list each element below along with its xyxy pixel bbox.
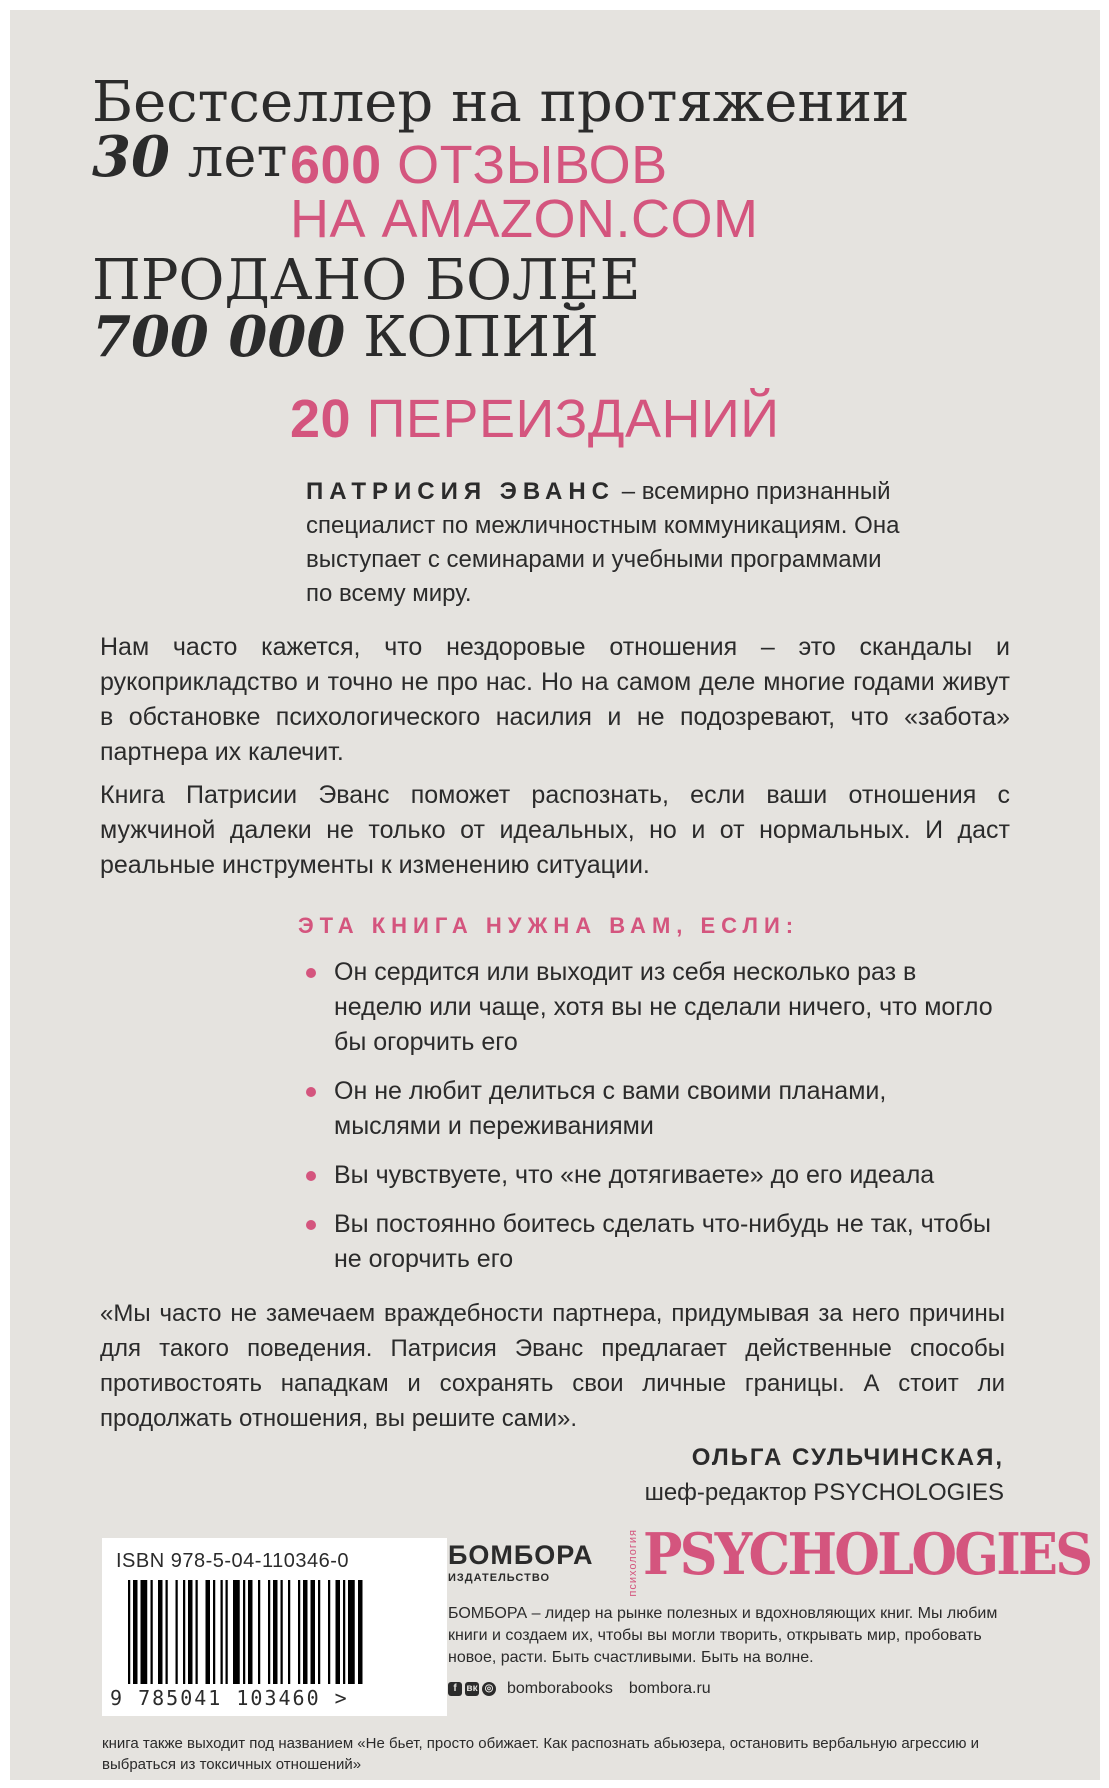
- author-bio-text: – всемирно признанный специалист по межличностным коммуникациям. Она выступает с семинарами и учебными программами по всему миру.: [306, 478, 900, 607]
- sold-line2: [92, 306, 599, 369]
- bullet-dot: [306, 1171, 316, 1181]
- bullet-dot: [306, 968, 316, 978]
- instagram-icon[interactable]: ◎: [482, 1682, 496, 1696]
- vk-icon[interactable]: вк: [466, 1683, 478, 1694]
- publisher-site-link[interactable]: bombora.ru: [628, 1680, 711, 1697]
- author-name: ПАТРИСИЯ ЭВАНС: [306, 478, 616, 505]
- bombora-logo-sub: ИЗДАТЕЛЬСТВО: [448, 1572, 551, 1584]
- list-item-text: Вы постоянно боитесь сделать что-нибудь не так, чтобы не огорчить его: [334, 1210, 991, 1273]
- checklist-title: ЭТА КНИГА НУЖНА ВАМ, ЕСЛИ:: [298, 913, 800, 938]
- list-item-text: Он не любит делиться с вами своими планами, мыслями и переживаниями: [334, 1077, 887, 1140]
- bullet-dot: [306, 1087, 316, 1097]
- list-item: [298, 1074, 998, 1144]
- psychologies-logo-text: PSYCHOLOGIES: [643, 1521, 1091, 1588]
- bestseller-word: лет: [187, 125, 288, 190]
- publisher-about: БОМБОРА – лидер на рынке полезных и вдохновляющих книг. Мы любим книги и создаем их, чтобы вы могли творить, открывать мир, пробовать новое, расти. Быть счастливыми. Быть на волне.: [448, 1605, 998, 1666]
- reviews-number: 600: [290, 135, 382, 195]
- list-item-text: Вы чувствуете, что «не дотягиваете» до его идеала: [334, 1161, 935, 1189]
- bombora-logo-name: БОМБОРА: [448, 1540, 594, 1570]
- barcode-digits: 9 785041 103460 >: [110, 1686, 349, 1710]
- barcode-bars: [128, 1580, 428, 1684]
- bullet-dot: [306, 1220, 316, 1230]
- sold-word: КОПИЙ: [363, 305, 599, 370]
- reviews-word: ОТЗЫВОВ: [397, 135, 668, 195]
- list-item: [298, 1158, 998, 1193]
- social-handle[interactable]: bomborabooks: [507, 1680, 613, 1697]
- psychologies-logo-vertical: психология: [627, 1529, 639, 1597]
- bestseller-line2: [92, 126, 287, 189]
- bestseller-number: 30: [92, 124, 170, 190]
- author-bio: [306, 475, 906, 611]
- list-item-text: Он сердится или выходит из себя несколько раз в неделю или чаще, хотя вы не сделали ничего, что могло бы огорчить его: [334, 958, 993, 1056]
- editions-stat: [290, 390, 780, 448]
- quote-author-role: шеф-редактор PSYCHOLOGIES: [644, 1479, 1004, 1506]
- editions-number: 20: [290, 389, 352, 449]
- publisher-social: [448, 1680, 711, 1698]
- isbn: ISBN 978-5-04-110346-0: [116, 1550, 349, 1572]
- quote-author: ОЛЬГА СУЛЬЧИНСКАЯ,: [691, 1444, 1004, 1471]
- book-back-cover: [10, 10, 1100, 1780]
- bombora-logo: [448, 1540, 593, 1584]
- list-item: [298, 955, 998, 1060]
- description-paragraph-2: Книга Патрисии Эванс поможет распознать, если ваши отношения с мужчиной далеки не только от идеальных, но и от нормальных. И даст реальные инструменты к изменению ситуации.: [100, 781, 1010, 879]
- reviews-stat: [290, 136, 668, 194]
- bestseller-line1: Бестселлер на протяжении: [92, 70, 910, 135]
- quote-attribution: [645, 1440, 1004, 1510]
- review-quote: «Мы часто не замечаем враждебности партнера, придумывая за него причины для такого поведения. Патрисия Эванс предлагает действенные способы противостоять нападкам и сохранять свои личные границы. А стоит ли продолжать отношения, вы решите сами».: [100, 1300, 1005, 1432]
- sold-number: 700 000: [92, 304, 346, 370]
- barcode-box: [102, 1538, 447, 1716]
- checklist: [298, 955, 998, 1291]
- reviews-source: НА AMAZON.COM: [290, 189, 759, 249]
- facebook-icon[interactable]: f: [448, 1682, 462, 1696]
- list-item: [298, 1207, 998, 1277]
- footer-alt-title: книга также выходит под названием «Не бьет, просто обижает. Как распознать абьюзера, остановить вербальную агрессию и выбраться из токсичных отношений»: [102, 1735, 979, 1773]
- sold-line1: ПРОДАНО БОЛЕЕ: [92, 248, 641, 313]
- editions-word: ПЕРЕИЗДАНИЙ: [366, 389, 780, 449]
- description-paragraph-1: Нам часто кажется, что нездоровые отношения – это скандалы и рукоприкладство и точно не про нас. Но на самом деле многие годами живут в обстановке психологического насилия и не подозревают, что «забота» партнера их калечит.: [100, 633, 1010, 766]
